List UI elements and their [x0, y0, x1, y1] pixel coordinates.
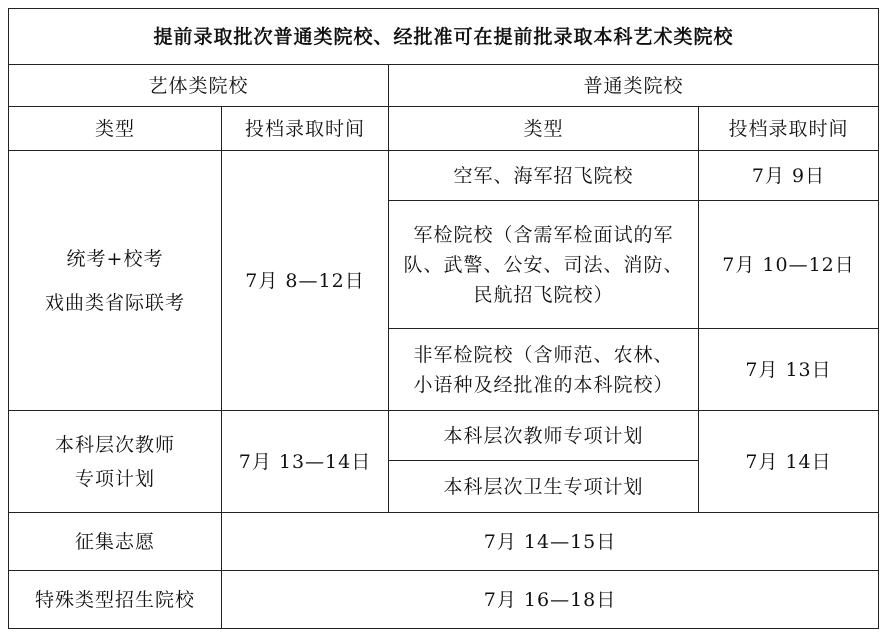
special-time: 7月 16—18日 — [222, 571, 879, 629]
art-time-teacher: 7月 13—14日 — [222, 411, 389, 513]
header-art-type: 类型 — [9, 107, 222, 151]
general-type-military — [389, 201, 699, 329]
title-row — [9, 9, 879, 65]
art-type-exam-line2: 戏曲类省际联考 — [44, 291, 185, 314]
general-time-military: 7月 10—12日 — [699, 201, 879, 329]
art-type-exam-line1: 统考+校考 — [66, 247, 164, 270]
header-general-type: 类型 — [389, 107, 699, 151]
general-type-military-line2: 队、武警、公安、司法、消防、 — [403, 253, 684, 276]
general-type-military-line3: 民航招飞院校） — [473, 283, 614, 306]
header-general-schools: 普通类院校 — [389, 65, 879, 107]
table-row — [9, 411, 879, 461]
special-label: 特殊类型招生院校 — [9, 571, 222, 629]
general-type-teacher-plan: 本科层次教师专项计划 — [389, 411, 699, 461]
category-header-row — [9, 65, 879, 107]
general-type-military-line1: 军检院校（含需军检面试的军 — [413, 223, 674, 246]
general-type-pilot: 空军、海军招飞院校 — [389, 151, 699, 201]
table-row — [9, 513, 879, 571]
general-type-nonmilitary-line2: 小语种及经批准的本科院校） — [413, 373, 674, 396]
solicit-label: 征集志愿 — [9, 513, 222, 571]
admission-schedule-table — [8, 8, 879, 629]
header-general-time: 投档录取时间 — [699, 107, 879, 151]
general-type-nonmilitary — [389, 329, 699, 411]
table-title: 提前录取批次普通类院校、经批准可在提前批录取本科艺术类院校 — [9, 9, 879, 65]
art-type-teacher-line1: 本科层次教师 — [54, 433, 175, 456]
art-time-exam: 7月 8—12日 — [222, 151, 389, 411]
solicit-time: 7月 14—15日 — [222, 513, 879, 571]
art-type-teacher-line2: 专项计划 — [74, 467, 155, 490]
art-type-exam — [9, 151, 222, 411]
table-row — [9, 151, 879, 201]
general-time-pilot: 7月 9日 — [699, 151, 879, 201]
general-type-nonmilitary-line1: 非军检院校（含师范、农林、 — [413, 343, 674, 366]
general-time-nonmilitary: 7月 13日 — [699, 329, 879, 411]
table-row — [9, 571, 879, 629]
general-time-teacher: 7月 14日 — [699, 411, 879, 513]
art-type-teacher — [9, 411, 222, 513]
header-art-schools: 艺体类院校 — [9, 65, 389, 107]
column-header-row — [9, 107, 879, 151]
general-type-health-plan: 本科层次卫生专项计划 — [389, 461, 699, 513]
header-art-time: 投档录取时间 — [222, 107, 389, 151]
